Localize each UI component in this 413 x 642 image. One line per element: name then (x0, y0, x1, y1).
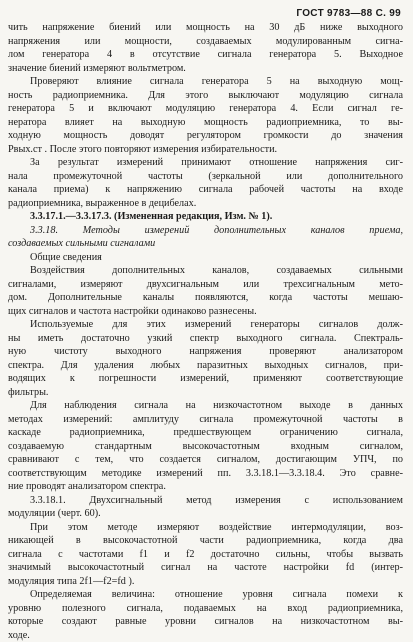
section-heading: 3.3.17.1.—3.3.17.3. (Измененная редакция, Изм. № 1). (8, 210, 403, 224)
text-line: сигналами, измеряют двухсигнальным или трехсигнальным мето- (8, 278, 403, 292)
text-line: модуляция типа 2f1—f2=fd ). (8, 575, 403, 589)
section-heading: 3.3.18. Методы измерений дополнительных каналов приема, (8, 224, 403, 238)
section-heading: создаваемых сильными сигналами (8, 237, 403, 251)
text-line: ны иметь достаточно узкий спектр выходного сигнала. Спектраль- (8, 332, 403, 346)
text-line: генератора 5 и включают модуляцию генератора 4. Если сигнал ге- (8, 102, 403, 116)
text-line: создаваемую стандартным высокочастотным входным сигналом, (8, 440, 403, 454)
text-line: напряжения или мощности, создаваемых модулированным сигна- (8, 35, 403, 49)
subsection-heading: Общие сведения (8, 251, 403, 265)
text-line: Для наблюдения сигнала на низкочастотном выходе в данных (8, 399, 403, 413)
text-line: Воздействия дополнительных каналов, создаваемых сильными (8, 264, 403, 278)
text-line: лом генератора 4 в отсутствие сигнала генератора 5. Выходное (8, 48, 403, 62)
text-line: Определяемая величина: отношение уровня сигнала помехи к (8, 588, 403, 602)
text-line: значение биений измеряют вольтметром. (8, 62, 403, 76)
body-text (8, 21, 403, 642)
text-line: сравнивают с тем, что создается сигналом, достигающим УПЧ, по (8, 453, 403, 467)
text-line: щих сигналов и частота настройки одинаково разнесены. (8, 305, 403, 319)
text-line: Pвых.ст . После этого повторяют измерения избирательности. (8, 143, 403, 157)
text-line: При этом методе измеряют воздействие интермодуляции, воз- (8, 521, 403, 535)
text-line: нератора влияет на выходную мощность радиоприемника, то вы- (8, 116, 403, 130)
text-line: водящих к погрешности измерений, применяют соответствующие (8, 372, 403, 386)
text-line: канала приема) к напряжению сигнала рабочей частоты на входе (8, 183, 403, 197)
text-line: 3.3.18.1. Двухсигнальный метод измерения с использованием (8, 494, 403, 508)
text-line: нала промежуточной частоты (зеркальной или дополнительного (8, 170, 403, 184)
text-line: которые создают равные уровни сигналов на низкочастотном вы- (8, 615, 403, 629)
text-line: ходе. (8, 629, 403, 642)
text-line: сигнала с частотами f1 и f2 достаточно сильны, чтобы вызвать (8, 548, 403, 562)
text-line: методах измерений: амплитуду сигнала промежуточной частоты в (8, 413, 403, 427)
text-line: Используемые для этих измерений генераторы сигналов долж- (8, 318, 403, 332)
text-line: ние проводят анализатором спектра. (8, 480, 403, 494)
text-line: соответствующим методике измерений пп. 3.3.18.1—3.3.18.4. Это сравне- (8, 467, 403, 481)
text-line: каскаде радиоприемника, предшествующем ограничению сигнала, (8, 426, 403, 440)
text-line: ходную мощность доводят регулятором громкости до значения (8, 129, 403, 143)
text-line: спектра. Для удаления любых паразитных выходных сигналов, при- (8, 359, 403, 373)
text-line: значимый высокочастотный сигнал на частоте настройки fd (интер- (8, 561, 403, 575)
text-line: ность радиоприемника. Для этого выключают модуляцию сигнала (8, 89, 403, 103)
text-line: дом. Дополнительные каналы появляются, когда частоты мешаю- (8, 291, 403, 305)
text-line: ную чистоту выходного напряжения проверяют анализатором (8, 345, 403, 359)
text-line: За результат измерений принимают отношение напряжения сиг- (8, 156, 403, 170)
text-line: модуляции (черт. 60). (8, 507, 403, 521)
text-line: никающей в высокочастотной части радиоприемника, когда два (8, 534, 403, 548)
text-line: уровню полезного сигнала, подаваемых на вход радиоприемника, (8, 602, 403, 616)
text-line: фильтры. (8, 386, 403, 400)
text-line: радиоприемника, выраженное в децибелах. (8, 197, 403, 211)
page-header: ГОСТ 9783—88 С. 99 (8, 6, 403, 21)
text-line: чить напряжение биений или мощность на 30 дБ ниже выходного (8, 21, 403, 35)
text-line: Проверяют влияние сигнала генератора 5 на выходную мощ- (8, 75, 403, 89)
